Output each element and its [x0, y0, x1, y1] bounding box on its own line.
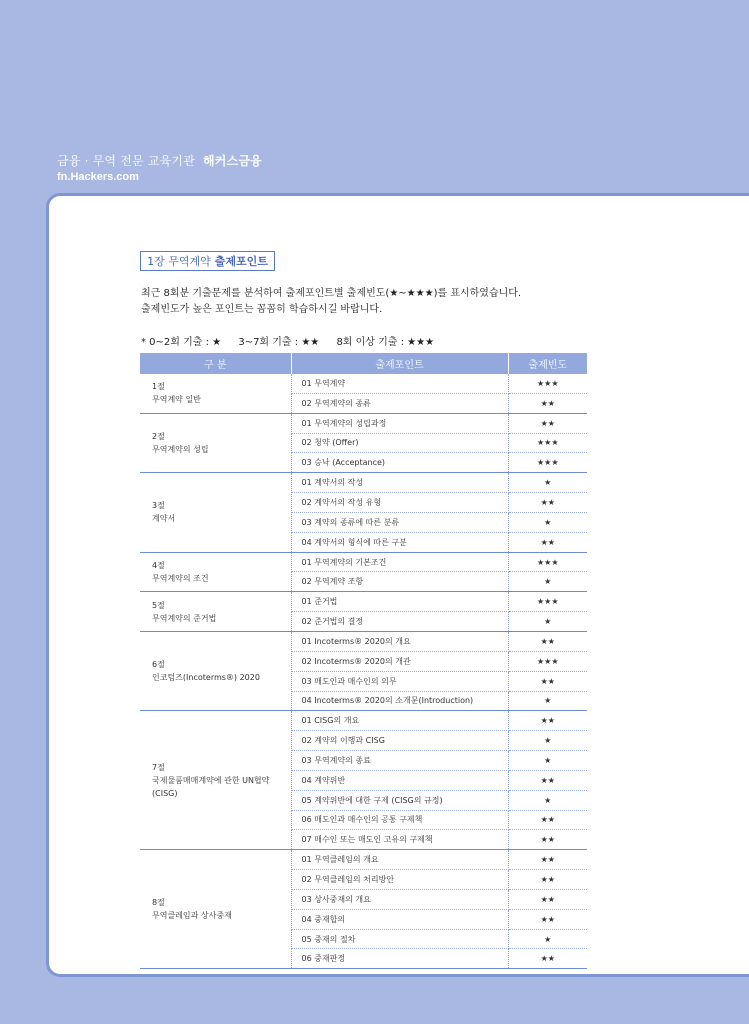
section-cell — [140, 552, 291, 592]
point-cell: 05 중재의 절차 — [291, 929, 508, 949]
table-row — [140, 473, 587, 493]
table-row — [140, 552, 587, 572]
section-number: 8절 — [152, 898, 165, 908]
section-name: 무역계약의 조건 — [152, 573, 209, 583]
frequency-stars: ★★ — [508, 810, 587, 830]
intro-text — [141, 286, 521, 318]
point-cell: 06 중재판정 — [291, 949, 508, 969]
frequency-stars: ★★★ — [508, 374, 587, 393]
frequency-stars: ★ — [508, 929, 587, 949]
section-cell — [140, 592, 291, 632]
frequency-stars: ★★★ — [508, 433, 587, 453]
table-row — [140, 374, 587, 393]
point-cell: 02 계약의 이행과 CISG — [291, 731, 508, 751]
point-cell: 06 매도인과 매수인의 공통 구제책 — [291, 810, 508, 830]
table-row — [140, 850, 587, 870]
frequency-stars: ★ — [508, 691, 587, 711]
point-cell: 02 무역계약 조항 — [291, 572, 508, 592]
frequency-stars: ★★★ — [508, 651, 587, 671]
brand-header — [57, 152, 262, 183]
frequency-stars: ★ — [508, 612, 587, 632]
frequency-stars: ★★ — [508, 850, 587, 870]
section-number: 4절 — [152, 560, 165, 570]
intro-line: 최근 8회분 기출문제를 분석하여 출제포인트별 출제빈도(★~★★★)를 표시하였습니다. — [141, 288, 522, 299]
point-cell: 03 무역계약의 종료 — [291, 751, 508, 771]
point-cell: 04 중재합의 — [291, 909, 508, 929]
point-cell: 04 Incoterms® 2020의 소개문(Introduction) — [291, 691, 508, 711]
point-cell: 02 무역클레임의 처리방안 — [291, 870, 508, 890]
section-number: 5절 — [152, 600, 165, 610]
table-body — [140, 374, 587, 969]
frequency-stars: ★ — [508, 572, 587, 592]
section-name: 무역계약 일반 — [152, 395, 201, 405]
exam-points-table — [140, 353, 587, 969]
table-row — [140, 631, 587, 651]
frequency-stars: ★★ — [508, 631, 587, 651]
point-cell: 01 무역계약의 성립과정 — [291, 413, 508, 433]
frequency-stars: ★★ — [508, 393, 587, 413]
point-cell: 03 계약의 종류에 따른 분류 — [291, 512, 508, 532]
frequency-stars: ★★ — [508, 889, 587, 909]
point-cell: 01 계약서의 작성 — [291, 473, 508, 493]
section-cell — [140, 850, 291, 969]
point-cell: 02 무역계약의 종류 — [291, 393, 508, 413]
intro-line: 출제빈도가 높은 포인트는 꼼꼼히 학습하시길 바랍니다. — [141, 304, 383, 315]
table-header-row — [140, 353, 587, 374]
brand-url[interactable]: fn.Hackers.com — [57, 171, 139, 183]
section-cell — [140, 711, 291, 850]
section-name: 국제물품매매계약에 관한 UN협약 (CISG) — [152, 775, 270, 798]
point-cell: 02 청약 (Offer) — [291, 433, 508, 453]
section-name: 무역클레임과 상사중재 — [152, 911, 232, 921]
point-cell: 07 매수인 또는 매도인 고유의 구제책 — [291, 830, 508, 850]
frequency-stars: ★ — [508, 731, 587, 751]
section-name: 무역계약의 성립 — [152, 444, 209, 454]
section-name: 무역계약의 준거법 — [152, 613, 217, 623]
section-number: 7절 — [152, 762, 165, 772]
header-category: 구 분 — [140, 353, 291, 374]
point-cell: 03 승낙 (Acceptance) — [291, 453, 508, 473]
frequency-stars: ★ — [508, 751, 587, 771]
frequency-stars: ★ — [508, 790, 587, 810]
frequency-stars: ★★ — [508, 671, 587, 691]
brand-name: 해커스금융 — [203, 154, 262, 168]
table-row — [140, 592, 587, 612]
frequency-stars: ★★ — [508, 949, 587, 969]
frequency-stars: ★★★ — [508, 453, 587, 473]
point-cell: 01 무역클레임의 개요 — [291, 850, 508, 870]
point-cell: 04 계약서의 형식에 따른 구분 — [291, 532, 508, 552]
section-cell — [140, 413, 291, 473]
point-cell: 02 Incoterms® 2020의 개관 — [291, 651, 508, 671]
point-cell: 01 무역계약의 기본조건 — [291, 552, 508, 572]
frequency-stars: ★ — [508, 473, 587, 493]
point-cell: 05 계약위반에 대한 구제 (CISG의 규정) — [291, 790, 508, 810]
section-number: 6절 — [152, 660, 165, 670]
frequency-stars: ★★ — [508, 493, 587, 513]
brand-description: 금융 · 무역 전문 교육기관 — [57, 154, 195, 168]
point-cell: 01 Incoterms® 2020의 개요 — [291, 631, 508, 651]
header-point: 출제포인트 — [291, 353, 508, 374]
chapter-title-box — [140, 251, 275, 271]
legend-item: 8회 이상 기출 : ★★★ — [336, 337, 435, 348]
section-number: 1절 — [152, 382, 165, 392]
frequency-stars: ★★★ — [508, 552, 587, 572]
frequency-stars: ★★ — [508, 711, 587, 731]
section-name: 계약서 — [152, 514, 176, 524]
frequency-stars: ★★ — [508, 532, 587, 552]
section-number: 2절 — [152, 431, 165, 441]
point-cell: 03 상사중재의 개요 — [291, 889, 508, 909]
frequency-legend — [141, 333, 448, 348]
frequency-stars: ★★ — [508, 870, 587, 890]
chapter-title: 출제포인트 — [214, 255, 268, 268]
frequency-stars: ★★ — [508, 413, 587, 433]
section-cell — [140, 631, 291, 710]
point-cell: 02 계약서의 작성 유형 — [291, 493, 508, 513]
section-number: 3절 — [152, 501, 165, 511]
point-cell: 01 CISG의 개요 — [291, 711, 508, 731]
frequency-stars: ★★ — [508, 830, 587, 850]
legend-item: 3~7회 기출 : ★★ — [238, 337, 320, 348]
legend-item: * 0~2회 기출 : ★ — [141, 337, 222, 348]
table-row — [140, 711, 587, 731]
point-cell: 03 매도인과 매수인의 의무 — [291, 671, 508, 691]
chapter-number: 1장 무역계약 — [147, 255, 211, 268]
frequency-stars: ★★ — [508, 909, 587, 929]
section-name: 인코텀즈(Incoterms®) 2020 — [152, 673, 260, 683]
frequency-stars: ★★★ — [508, 592, 587, 612]
table-row — [140, 413, 587, 433]
section-cell — [140, 473, 291, 552]
frequency-stars: ★★ — [508, 770, 587, 790]
point-cell: 01 준거법 — [291, 592, 508, 612]
frequency-stars: ★ — [508, 512, 587, 532]
point-cell: 01 무역계약 — [291, 374, 508, 393]
section-cell — [140, 374, 291, 413]
header-frequency: 출제빈도 — [508, 353, 587, 374]
brand-tagline — [57, 152, 262, 169]
point-cell: 02 준거법의 결정 — [291, 612, 508, 632]
point-cell: 04 계약위반 — [291, 770, 508, 790]
